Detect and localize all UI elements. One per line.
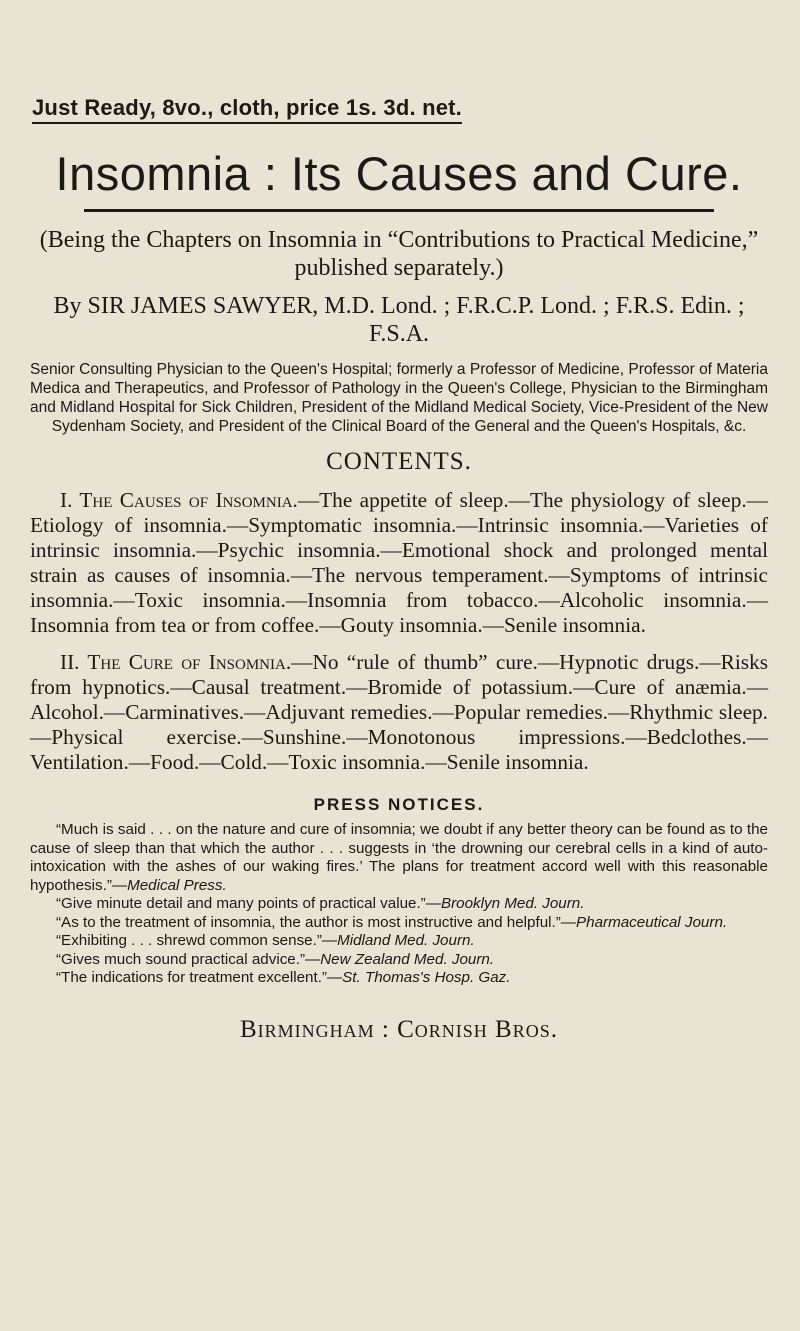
contents-section [30, 650, 768, 775]
press-notice [30, 895, 768, 914]
author-line: By SIR JAMES SAWYER, M.D. Lond. ; F.R.C.P. Lond. ; F.R.S. Edin. ; F.S.A. [53, 293, 745, 347]
book-subtitle: (Being the Chapters on Insomnia in “Contributions to Practical Medicine,” published separately.) [39, 227, 759, 281]
notice-source: Medical Press. [127, 876, 227, 894]
author-credentials: Senior Consulting Physician to the Queen's Hospital; formerly a Professor of Medicine, Professor of Materia Medica and Therapeutics, and Professor of Pathology in the Queen's College, Physician to the Birmingham and Midland Hospital for Sick Children, President of the Midland Medical Society, Vice-President of the New Sydenham Society, and President of the Clinical Board of the General and the Queen's Hospitals, &c. [30, 361, 768, 435]
publisher-footer: Birmingham : Cornish Bros. [240, 1015, 558, 1043]
notice-text: “Much is said . . . on the nature and cure of insomnia; we doubt if any better theory can be found as to the cause of sleep than that which the author . . . suggests in ‘the drowning our cerebral cells in a kind of auto-intoxication with the ashes of our waking fires.’ The plans for treatment accord well with this reasonable hypothesis.”— [30, 821, 768, 894]
title-divider [84, 209, 714, 212]
notice-source: Pharmaceutical Journ. [576, 913, 728, 931]
notice-text: “Exhibiting . . . shrewd common sense.”— [56, 932, 338, 949]
notice-source: Brooklyn Med. Journ. [440, 895, 585, 912]
book-title: Insomnia : Its Causes and Cure. [55, 147, 743, 200]
section-body: —No “rule of thumb” cure.—Hypnotic drugs.—Risks from hypnotics.—Causal treatment.—Bromide of potassium.—Cure of anæmia.—Alcohol.—Carminatives.—Adjuvant remedies.—Popular remedies.—Rhythmic sleep.—Physical exercise.—Sunshine.—Monotonous impressions.—Bedclothes.—Ventilation.—Food.—Cold.—Toxic insomnia.—Senile insomnia. [30, 650, 769, 774]
notice-text: “As to the treatment of insomnia, the author is most instructive and helpful.”— [56, 913, 576, 931]
notice-text: “The indications for treatment excellent.”— [56, 969, 343, 986]
notice-text: “Gives much sound practical advice.”— [56, 950, 321, 968]
press-notice [30, 932, 768, 951]
press-notices-list [30, 821, 768, 988]
press-notices-heading: PRESS NOTICES. [313, 795, 485, 814]
press-notice [30, 969, 768, 988]
notice-source: St. Thomas's Hosp. Gaz. [342, 969, 511, 986]
contents-heading: CONTENTS. [326, 448, 472, 475]
announcement-line: Just Ready, 8vo., cloth, price 1s. 3d. net. [32, 95, 462, 124]
advertisement-page [30, 95, 768, 1044]
press-notice [30, 914, 768, 933]
press-notice [30, 821, 768, 895]
section-heading: II. The Cure of Insomnia. [60, 650, 292, 674]
contents-section [30, 488, 768, 638]
notice-source: Midland Med. Journ. [337, 932, 475, 949]
press-notice [30, 951, 768, 970]
notice-text: “Give minute detail and many points of practical value.”— [56, 895, 441, 912]
section-body: —The appetite of sleep.—The physiology of sleep.—Etiology of insomnia.—Symptomatic insomnia.—Intrinsic insomnia.—Varieties of intrinsic insomnia.—Psychic insomnia.—Emotional shock and prolonged mental strain as causes of insomnia.—The nervous temperament.—Symptoms of intrinsic insomnia.—Toxic insomnia.—Insomnia from tobacco.—Alcoholic insomnia.—Insomnia from tea or from coffee.—Gouty insomnia.—Senile insomnia. [30, 488, 768, 637]
notice-source: New Zealand Med. Journ. [320, 950, 495, 968]
section-heading: I. The Causes of Insomnia. [60, 488, 298, 512]
